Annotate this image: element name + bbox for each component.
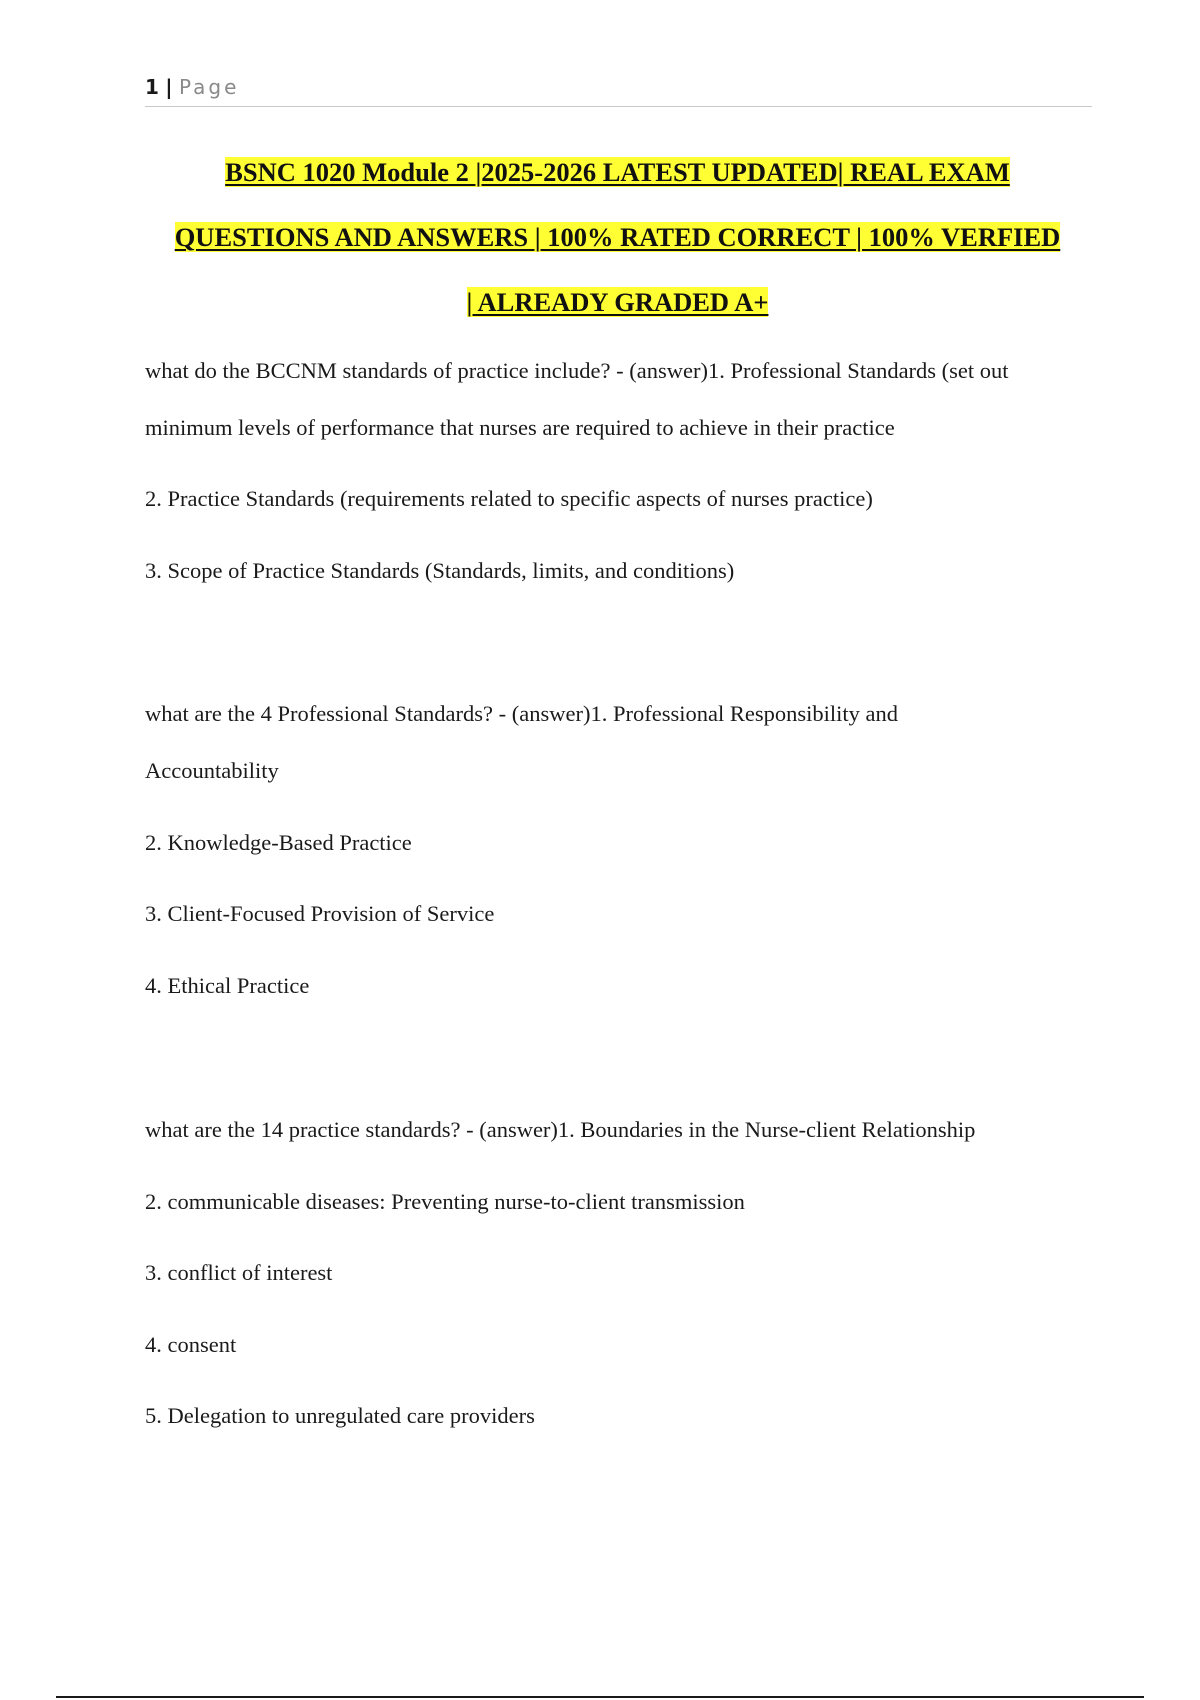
title-line-2: QUESTIONS AND ANSWERS | 100% RATED CORRECT | 100% VERFIED [174, 222, 1061, 252]
page-label: Page [178, 75, 240, 99]
qa-3-item-5: 5. Delegation to unregulated care providers [145, 1403, 535, 1428]
page-separator: | [165, 75, 173, 99]
qa-1-item-3: 3. Scope of Practice Standards (Standards, limits, and conditions) [145, 558, 735, 583]
page-header [145, 74, 1092, 107]
qa-3-item-4: 4. consent [145, 1332, 237, 1357]
qa-2-item-2: 2. Knowledge-Based Practice [145, 830, 412, 855]
qa-1-question-line-1: what do the BCCNM standards of practice include? - (answer)1. Professional Standards (set out [145, 358, 1009, 383]
title-line-3: | ALREADY GRADED A+ [466, 287, 769, 317]
qa-3-item-3: 3. conflict of interest [145, 1260, 333, 1285]
title-line-1: BSNC 1020 Module 2 |2025-2026 LATEST UPDATED| REAL EXAM [225, 157, 1010, 187]
bottom-rule [56, 1696, 1144, 1698]
qa-3-item-2: 2. communicable diseases: Preventing nurse-to-client transmission [145, 1189, 745, 1214]
page-number: 1 [145, 75, 159, 99]
qa-1-item-2: 2. Practice Standards (requirements related to specific aspects of nurses practice) [145, 486, 873, 511]
qa-3-question-line-1: what are the 14 practice standards? - (answer)1. Boundaries in the Nurse-client Relationship [145, 1117, 976, 1142]
qa-2-item-3: 3. Client-Focused Provision of Service [145, 901, 495, 926]
qa-1-question-line-2: minimum levels of performance that nurses are required to achieve in their practice [145, 415, 895, 440]
qa-2-question-line-1: what are the 4 Professional Standards? - (answer)1. Professional Responsibility and [145, 701, 898, 726]
document-title [140, 140, 1095, 335]
qa-2-item-4: 4. Ethical Practice [145, 973, 310, 998]
qa-2-question-line-2: Accountability [145, 758, 279, 783]
